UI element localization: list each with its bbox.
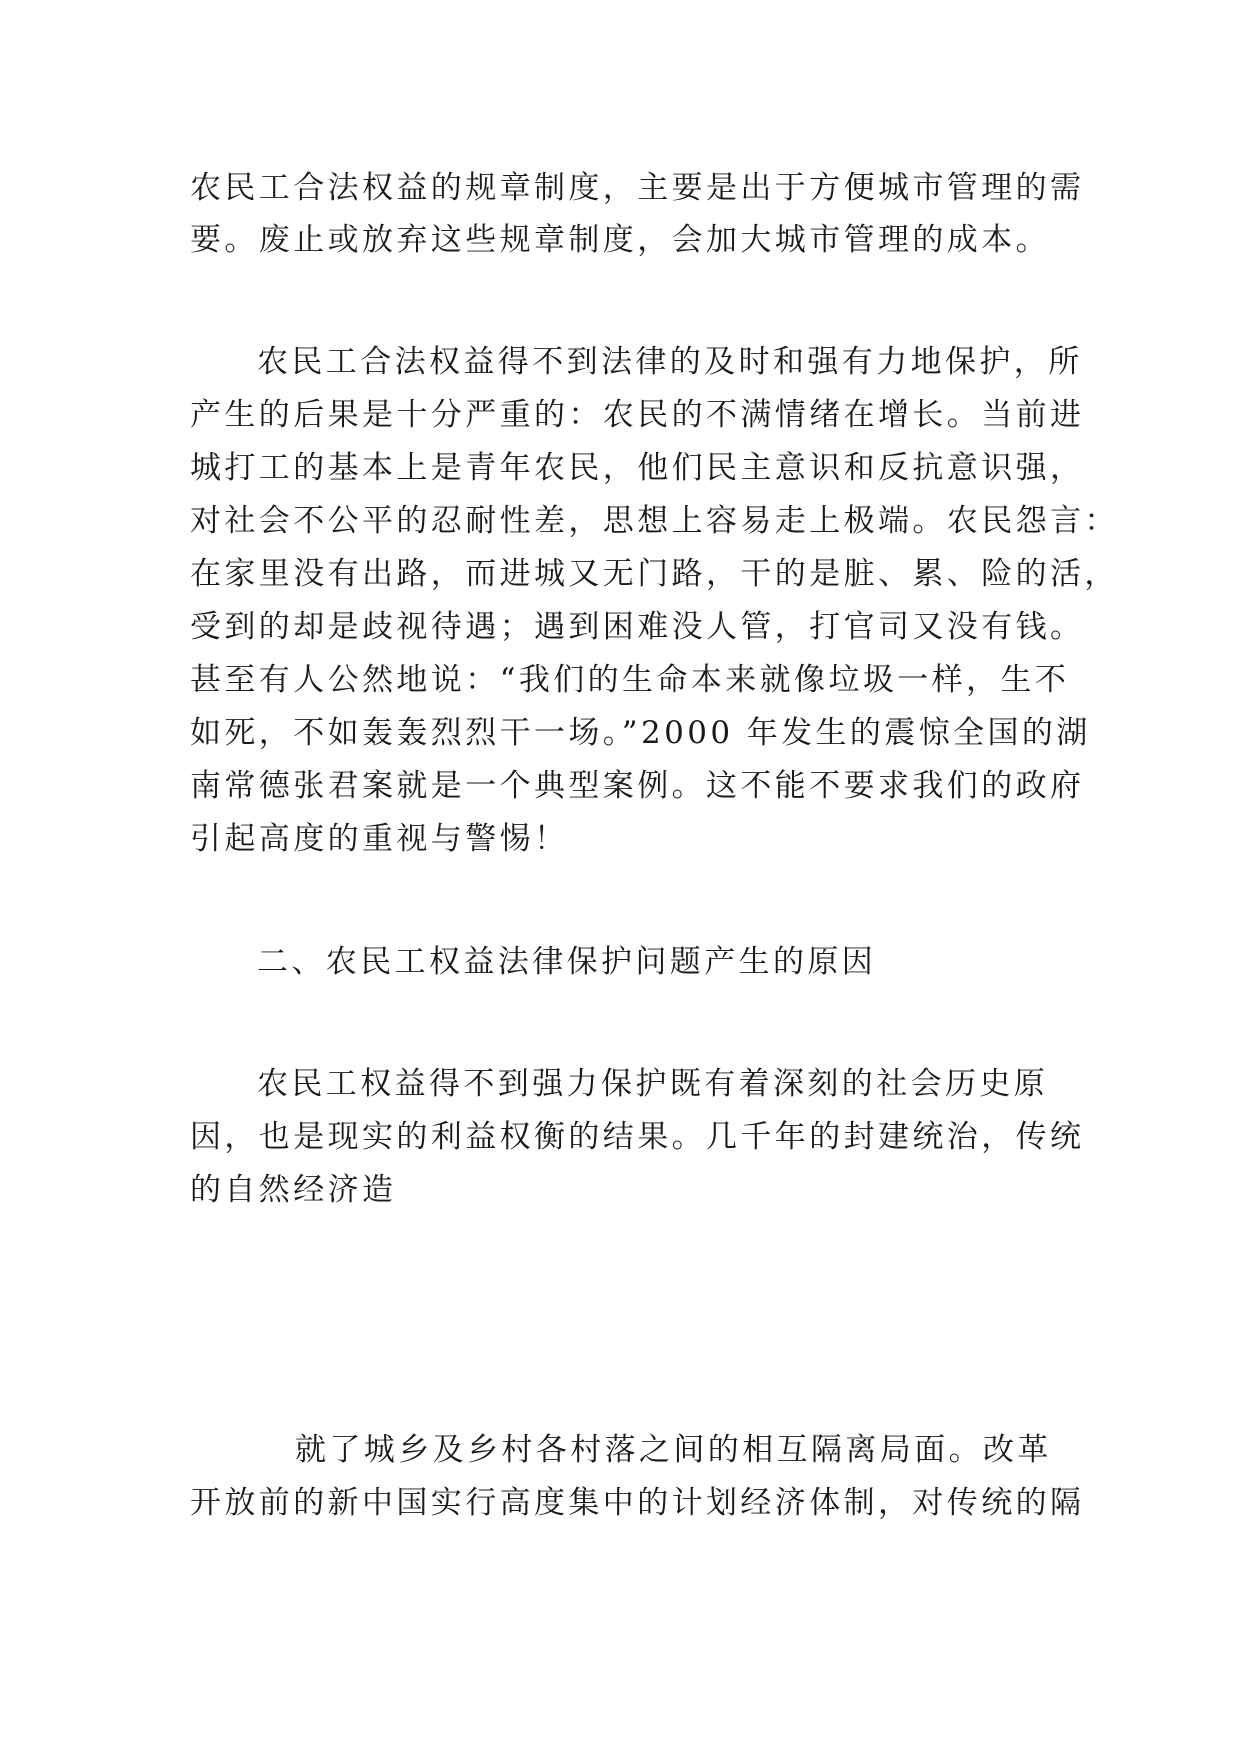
text-line: 的自然经济造 [190,1172,397,1208]
text-line: 要。废止或放弃这些规章制度，会加大城市管理的成本。 [190,222,1050,258]
text-line: 南常德张君案就是一个典型案例。这不能不要求我们的政府 [190,768,1085,804]
section-heading: 二、农民工权益法律保护问题产生的原因 [257,944,877,980]
text-line: 如死，不如轰轰烈烈干一场。”2000 年发生的震惊全国的湖 [190,715,1091,751]
text-line: 对社会不公平的忍耐性差，思想上容易走上极端。农民怨言： [190,503,1119,539]
text-line: 甚至有人公然地说：“我们的生命本来就像垃圾一样，生不 [190,662,1070,698]
paragraph-first-line: 农民工权益得不到强力保护既有着深刻的社会历史原 [257,1066,1049,1102]
text-line: 农民工合法权益的规章制度，主要是出于方便城市管理的需 [190,170,1085,206]
text-line: 在家里没有出路，而进城又无门路，干的是脏、累、险的活， [190,556,1119,592]
text-line: 引起高度的重视与警惕！ [190,821,569,857]
text-line: 产生的后果是十分严重的：农民的不满情绪在增长。当前进 [190,397,1085,433]
text-line: 城打工的基本上是青年农民，他们民主意识和反抗意识强， [190,450,1085,486]
text-line: 因，也是现实的利益权衡的结果。几千年的封建统治，传统 [190,1119,1085,1155]
text-line: 开放前的新中国实行高度集中的计划经济体制，对传统的隔 [190,1485,1085,1521]
paragraph-first-line: 就了城乡及乡村各村落之间的相互隔离局面。改革 [295,1432,1052,1468]
paragraph-first-line: 农民工合法权益得不到法律的及时和强有力地保护，所 [257,344,1083,380]
text-line: 受到的却是歧视待遇；遇到困难没人管，打官司又没有钱。 [190,609,1085,645]
